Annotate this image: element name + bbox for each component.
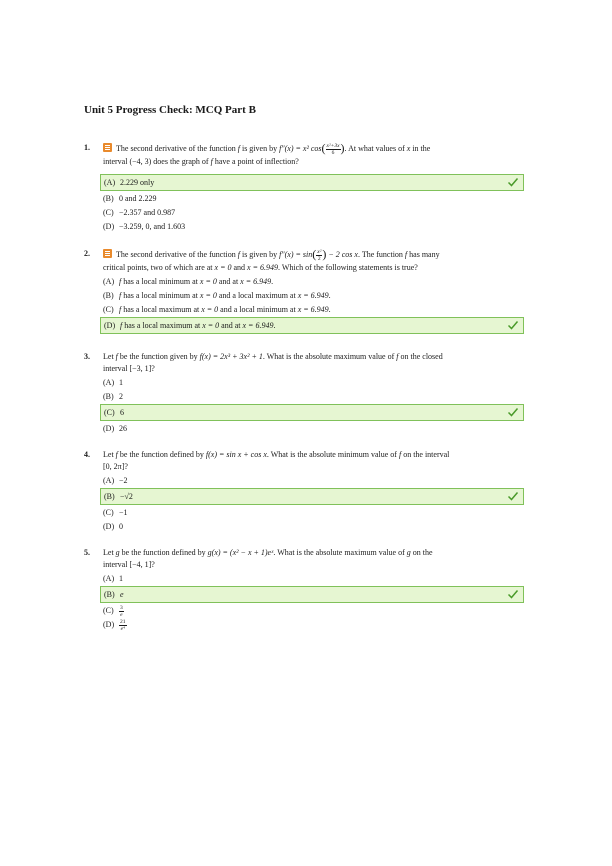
question-stem: 4. Let f be the function defined by f(x) = sin x + cos x. What is the absolute minimum value of f on the interval [0, 2π]? bbox=[84, 450, 450, 471]
answer-option[interactable]: (C) −2.357 and 0.987 bbox=[103, 207, 176, 217]
answer-option[interactable]: (D) $\frac{21}{\text{e⁴}}$ bbox=[103, 618, 126, 632]
answer-option[interactable]: (C) 6 bbox=[100, 404, 524, 421]
answer-option[interactable]: (B) 2 bbox=[103, 392, 123, 401]
answer-option[interactable]: (D) 0 bbox=[103, 522, 123, 531]
answer-option[interactable]: (D) −3.259, 0, and 1.603 bbox=[103, 221, 186, 231]
answer-option[interactable]: (A) −2 bbox=[103, 476, 128, 485]
answer-option[interactable]: (B) −√2 bbox=[100, 488, 524, 505]
checkmark-icon bbox=[507, 406, 519, 418]
checkmark-icon bbox=[507, 490, 519, 502]
answer-option[interactable]: (B) e bbox=[100, 586, 524, 603]
question-1 bbox=[84, 142, 524, 233]
calculator-icon bbox=[103, 143, 112, 152]
answer-option[interactable]: (B) 0 and 2.229 bbox=[103, 193, 157, 203]
question-number: 3. bbox=[84, 352, 90, 361]
question-4 bbox=[84, 449, 524, 533]
checkmark-icon bbox=[507, 588, 519, 600]
answer-option[interactable]: (A) f has a local minimum at x = 0 and at x = 6.949. bbox=[103, 276, 274, 286]
calculator-icon bbox=[103, 249, 112, 258]
question-2 bbox=[84, 248, 524, 334]
question-5 bbox=[84, 547, 524, 631]
page-title: Unit 5 Progress Check: MCQ Part B bbox=[84, 104, 256, 116]
question-stem: 5. Let g be the function defined by g(x) = (x² − x + 1)eˣ. What is the absolute maximum value of g on the interval [−4, 1]? bbox=[84, 548, 433, 569]
answer-option[interactable]: (A) 1 bbox=[103, 574, 123, 583]
checkmark-icon bbox=[507, 176, 519, 188]
question-number: 1. bbox=[84, 143, 90, 152]
question-number: 2. bbox=[84, 249, 90, 258]
answer-option[interactable]: (C) f has a local maximum at x = 0 and a local minimum at x = 6.949. bbox=[103, 304, 331, 314]
answer-option[interactable]: (A) 1 bbox=[103, 378, 123, 387]
answer-option[interactable]: (C) $\frac{3}{e}$ bbox=[103, 604, 123, 618]
answer-option[interactable]: (D) f has a local maximum at x = 0 and at x = 6.949. bbox=[100, 317, 524, 334]
answer-option[interactable]: (A) 2.229 only bbox=[100, 174, 524, 191]
question-stem: 3. Let f be the function given by f(x) = 2x³ + 3x² + 1. What is the absolute maximum value of f on the closed interval [−3, 1]? bbox=[84, 352, 443, 373]
answer-option[interactable]: (C) −1 bbox=[103, 508, 128, 517]
question-stem: 1. The second derivative of the function f is given by f″(x) = x² cos( $\frac{\text{x²+3x}}{6}$ ). At what values of x in the interval (−4, 3) does the graph of f have a point of inflection? bbox=[84, 141, 431, 166]
question-number: 5. bbox=[84, 548, 90, 557]
answer-option[interactable]: (B) f has a local minimum at x = 0 and a local maximum at x = 6.949. bbox=[103, 290, 331, 300]
answer-option[interactable]: (D) 26 bbox=[103, 424, 127, 433]
question-3 bbox=[84, 351, 524, 435]
checkmark-icon bbox=[507, 319, 519, 331]
question-stem: 2. The second derivative of the function f is given by f″(x) = sin( $\frac{\text{x²}}{2}$ ) − 2 cos x. The function f has many critical points, two of which are at x = 0 and x = 6.949. Which of the following statements is true? bbox=[84, 247, 440, 272]
question-number: 4. bbox=[84, 450, 90, 459]
